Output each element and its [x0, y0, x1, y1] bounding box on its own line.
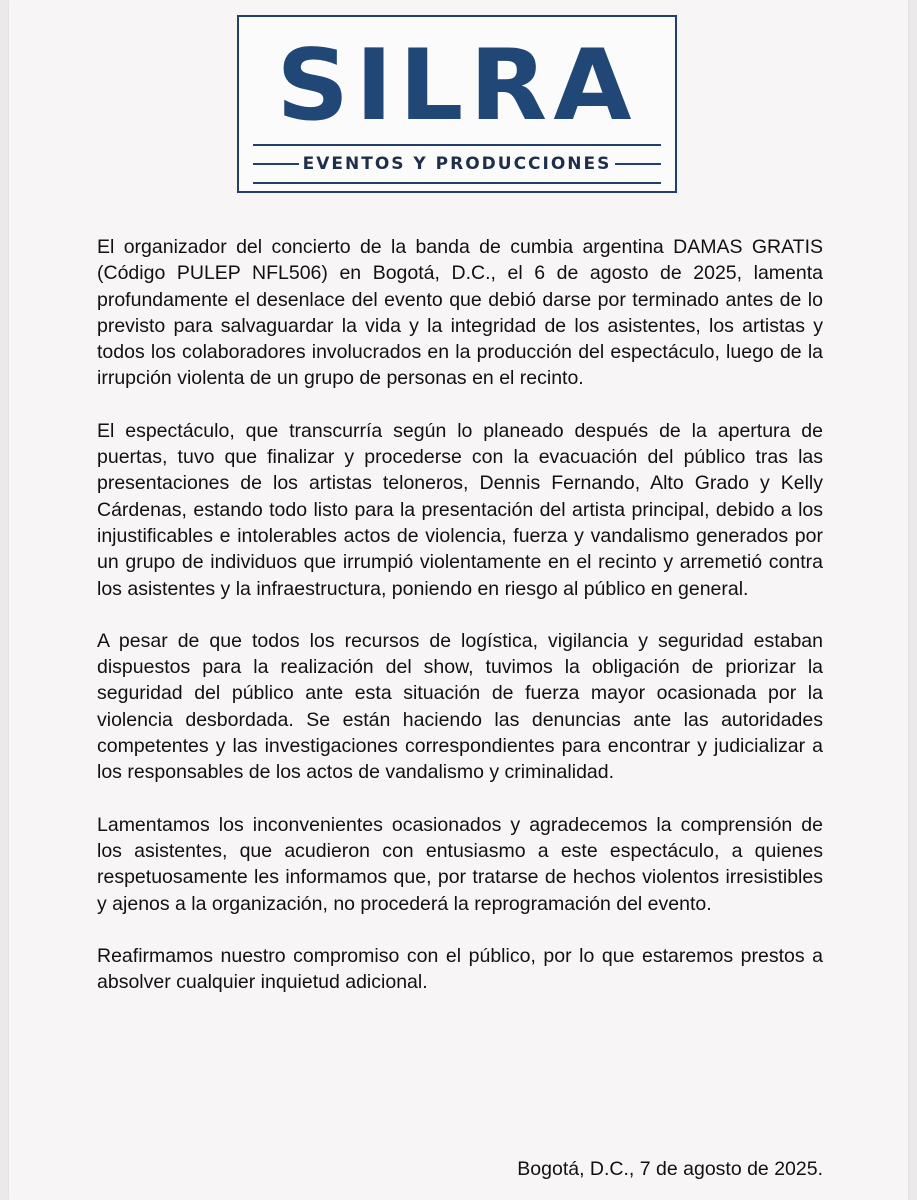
- logo-rule-bottom: [253, 182, 661, 184]
- signoff-date: Bogotá, D.C., 7 de agosto de 2025.: [517, 1158, 823, 1180]
- logo-tagline: EVENTOS Y PRODUCCIONES: [302, 154, 612, 174]
- paragraph-intro: El organizador del concierto de la banda de cumbia argentina DAMAS GRATIS (Código PULEP NFL506) en Bogotá, D.C., el 6 de agosto de 2025, lamenta profundamente el desenlace del evento que debió darse por terminado antes de lo previsto para salvaguardar la vida y la integridad de los asistentes, los artistas y todos los colaboradores involucrados en la producción del espectáculo, luego de la irrupción violenta de un grupo de personas en el recinto.: [97, 236, 823, 390]
- logo-rule-top: [253, 144, 661, 146]
- paragraph-apology: Lamentamos los inconvenientes ocasionados y agradecemos la comprensión de los asistentes, que acudieron con entusiasmo a este espectáculo, a quienes respetuosamente les informamos que, por tratarse de hechos violentos irresistibles y ajenos a la organización, no procederá la reprogramación del evento.: [97, 813, 823, 915]
- document-page: [9, 0, 908, 1200]
- paragraph-commitment: Reafirmamos nuestro compromiso con el público, por lo que estaremos prestos a absolver cualquier inquietud adicional.: [97, 944, 823, 994]
- logo-wordmark: SILRA: [276, 29, 638, 143]
- logo-tagline-row: [251, 154, 663, 174]
- statement-body: [97, 234, 823, 1021]
- silra-logo: [237, 15, 677, 193]
- paragraph-events: El espectáculo, que transcurría según lo planeado después de la apertura de puertas, tuvo que finalizar y procederse con la evacuación del público tras las presentaciones de los artistas teloneros, Dennis Fernando, Alto Grado y Kelly Cárdenas, estando todo listo para la presentación del artista principal, debido a los injustificables e intolerables actos de violencia, fuerza y vandalismo generados por un grupo de individuos que irrumpió violentamente en el recinto y arremetió contra los asistentes y la infraestructura, poniendo en riesgo al público en general.: [97, 419, 823, 600]
- paragraph-security: A pesar de que todos los recursos de logística, vigilancia y seguridad estaban dispuestos para la realización del show, tuvimos la obligación de priorizar la seguridad del público ante esta situación de fuerza mayor ocasionada por la violencia desbordada. Se están haciendo las denuncias ante las autoridades competentes y las investigaciones correspondientes para encontrar y judicializar a los responsables de los actos de vandalismo y criminalidad.: [97, 629, 823, 784]
- logo-rule-right: [615, 163, 661, 165]
